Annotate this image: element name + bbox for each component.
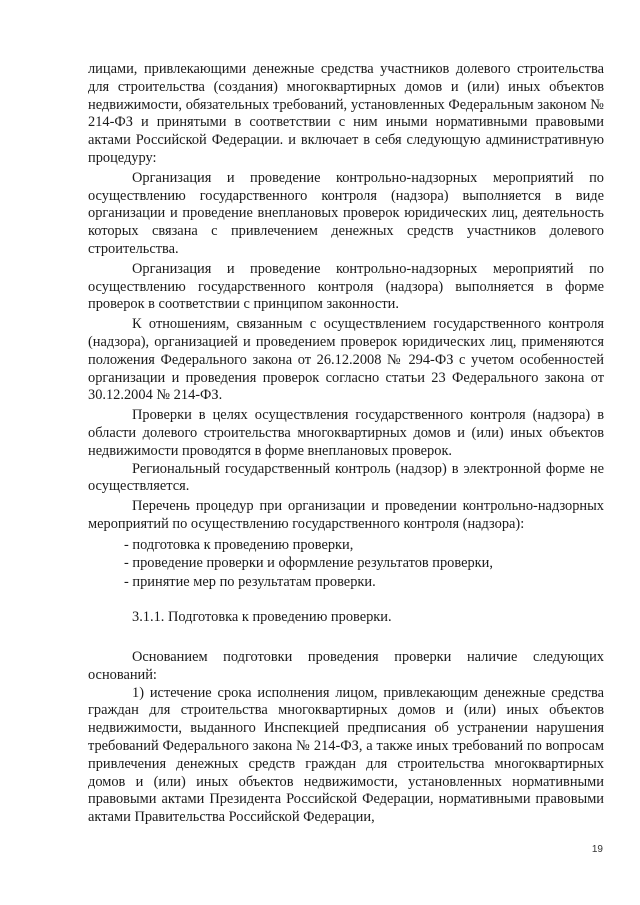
paragraph-grounds: Основанием подготовки проведения проверки наличие следующих оснований: <box>88 649 604 683</box>
list-item: - подготовка к проведению проверки, <box>124 536 354 553</box>
paragraph-organization-inspections: Организация и проведение контрольно-надзорных мероприятий по осуществлению государственного контроля (надзора) выполняется в виде организации и проведение внеплановых проверок юридических лиц, деятельность которых связана с привлечением денежных средств участников долевого строительства. <box>88 169 604 257</box>
paragraph-applicable-law: К отношениям, связанным с осуществлением государственного контроля (надзора), организацией и проведением проверок юридических лиц, применяются положения Федерального закона от 26.12.2008 № 294-ФЗ с учетом особенностей организации и проведения проверок согласно статьи 23 Федерального закона от 30.12.2004 № 214-ФЗ. <box>88 316 604 404</box>
paragraph-continuation: лицами, привлекающими денежные средства участников долевого строительства для строительства (создания) многоквартирных домов и (или) иных объектов недвижимости, обязательных требований, установленных Федеральным законом № 214-ФЗ и принятыми в соответствии с ним иными нормативными правовыми актами Российской Федерации. и включает в себя следующую административную процедуру: <box>88 61 604 166</box>
paragraph-procedure-list-intro: Перечень процедур при организации и проведении контрольно-надзорных мероприятий по осуществлению государственного контроля (надзора): <box>88 498 604 532</box>
paragraph-legality-principle: Организация и проведение контрольно-надзорных мероприятий по осуществлению государственного контроля (надзора) выполняется в форме проверок в соответствии с принципом законности. <box>88 260 604 313</box>
paragraph-unscheduled-inspections: Проверки в целях осуществления государственного контроля (надзора) в области долевого строительства многоквартирных домов и (или) иных объектов недвижимости проводятся в форме внеплановых проверок. <box>88 407 604 459</box>
document-body <box>88 61 604 827</box>
section-heading: 3.1.1. Подготовка к проведению проверки. <box>132 609 392 626</box>
list-item: - принятие мер по результатам проверки. <box>124 573 376 590</box>
procedure-list <box>88 536 604 592</box>
page-number: 19 <box>591 844 603 855</box>
paragraph-ground-1: 1) истечение срока исполнения лицом, привлекающим денежные средства граждан для строительства многоквартирных домов и (или) иных объектов недвижимости, выданного Инспекцией предписания об устранении нарушения требований Федерального закона № 214-ФЗ, а также иных требований по вопросам привлечения денежных средств граждан для строительства многоквартирных домов и (или) иных объектов недвижимости, установленных нормативными правовыми актами Президента Российской Федерации, нормативными правовыми актами Правительства Российской Федерации, <box>88 684 604 826</box>
list-item: - проведение проверки и оформление результатов проверки, <box>124 555 493 572</box>
paragraph-electronic-form: Региональный государственный контроль (надзор) в электронной форме не осуществляется. <box>88 460 604 495</box>
